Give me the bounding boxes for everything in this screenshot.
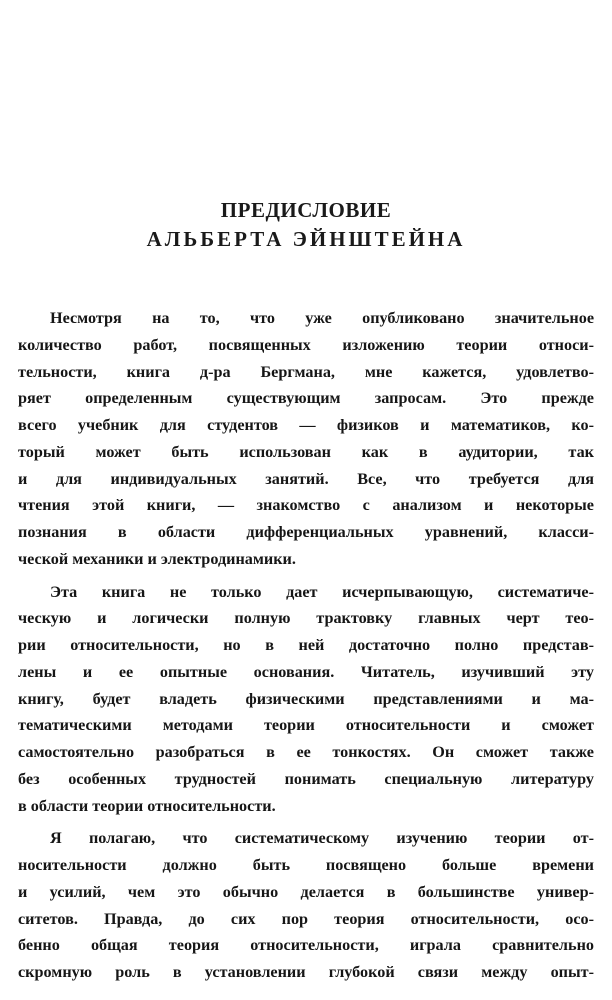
text-line: скромную роль в установлении глубокой связи между опыт-: [18, 963, 594, 981]
text-line: Эта книга не только дает исчерпывающую, систематиче-: [50, 582, 594, 601]
text-line: бенно общая теория относительности, играла сравнительно: [18, 936, 594, 955]
text-line: носительности должно быть посвящено больше времени: [18, 856, 594, 874]
text-line: и усилий, чем это обычно делается в большинстве универ-: [18, 882, 594, 901]
text-line: Несмотря на то, что уже опубликовано значительное: [50, 309, 594, 327]
text-line: чтения этой книги, — знакомство с анализом и некоторые: [18, 496, 594, 515]
text-line: тельности, книга д-ра Бергмана, мне кажется, удовлетво-: [18, 362, 594, 381]
text-line: самостоятельно разобраться в ее тонкостях. Он сможет также: [18, 743, 594, 761]
body-text: [18, 305, 594, 986]
text-line: лены и ее опытные основания. Читатель, изучивший эту: [18, 662, 594, 681]
text-line: без особенных трудностей понимать специальную литературу: [18, 769, 594, 788]
text-line: количество работ, посвященных изложению теории относи-: [18, 335, 594, 354]
text-line: ряет определенным существующим запросам. Это прежде: [18, 389, 594, 408]
text-line: всего учебник для студентов — физиков и математиков, ко-: [18, 416, 594, 434]
text-line: книгу, будет владеть физическими представлениями и ма-: [18, 689, 594, 708]
text-line: ческой механики и электродинамики.: [18, 549, 296, 568]
text-line: торый может быть использован как в аудитории, так: [18, 442, 594, 461]
text-line: тематическими методами теории относительности и сможет: [18, 716, 594, 735]
text-line: ситетов. Правда, до сих пор теория относительности, осо-: [18, 909, 594, 928]
text-line: рии относительности, но в ней достаточно полно представ-: [18, 636, 594, 654]
text-line: и для индивидуальных занятий. Все, что требуется для: [18, 469, 594, 488]
paragraph-2: [18, 579, 594, 820]
text-line: Я полагаю, что систематическому изучению теории от-: [50, 829, 594, 848]
paragraph-3: [18, 825, 594, 986]
page-title: ПРЕДИСЛОВИЕ: [220, 198, 392, 222]
paragraph-1: [18, 305, 594, 573]
text-line: в области теории относительности.: [18, 796, 276, 815]
text-line: ческую и логически полную трактовку главных черт тео-: [18, 609, 594, 628]
text-line: познания в области дифференциальных уравнений, класси-: [18, 523, 594, 541]
page-subtitle: АЛЬБЕРТА ЭЙНШТЕЙНА: [146, 227, 466, 251]
